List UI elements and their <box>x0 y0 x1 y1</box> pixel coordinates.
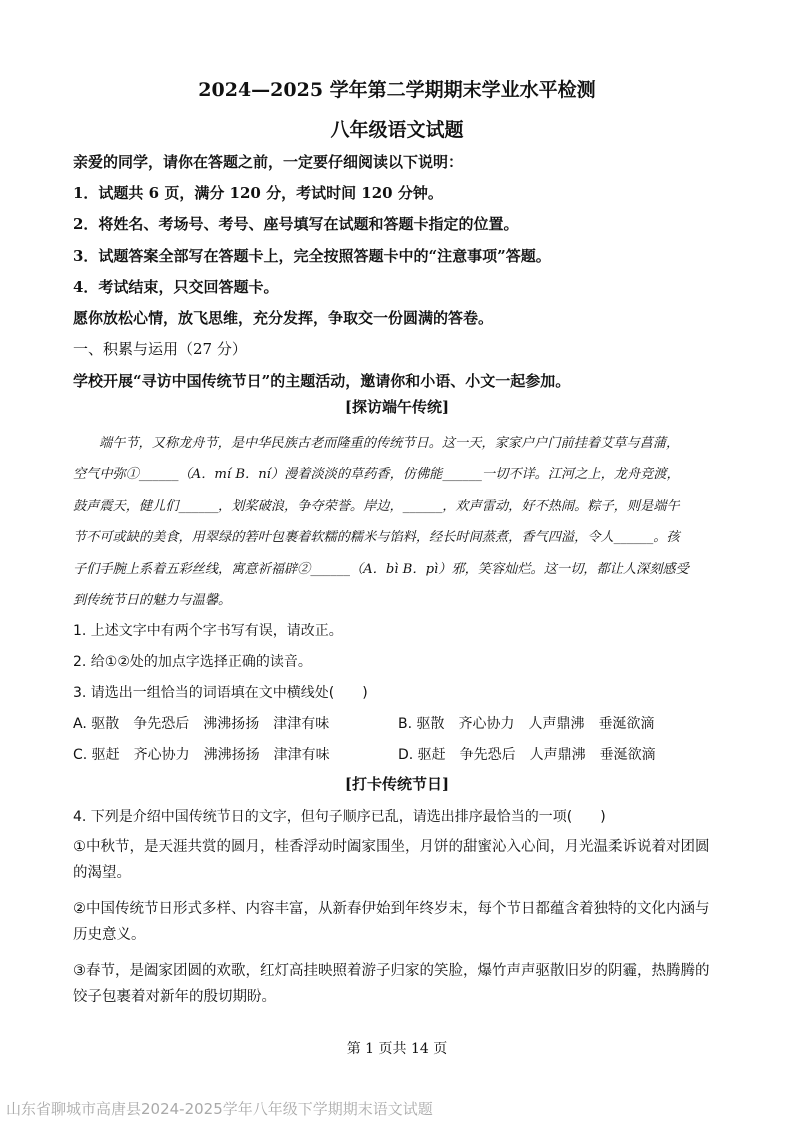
passage-line: 到传统节日的魅力与温馨。 <box>73 593 232 608</box>
source-watermark: 山东省聊城市高唐县2024-2025学年八年级下学期期末语文试题 <box>6 1100 433 1118</box>
question-4: 4. 下列是介绍中国传统节日的文字，但句子顺序已乱，请选出排序最恰当的一项( ) <box>73 809 606 825</box>
question-2: 2. 给①②处的加点字选择正确的读音。 <box>73 654 312 670</box>
instruction-item: 1．试题共 6 页，满分 120 分，考试时间 120 分钟。 <box>73 184 443 202</box>
option-a: A. 驱散 争先恐后 沸沸扬扬 津津有味 <box>73 716 330 732</box>
passage-line: 子们手腕上系着五彩丝线，寓意祈福辟②______（A．bì B．pì）邪，笑容灿烂。这一切，都让人深刻感受 <box>73 562 689 577</box>
sentence-3: ③春节，是阖家团圆的欢歌，红灯高挂映照着游子归家的笑脸，爆竹声声驱散旧岁的阴霾，热腾腾的饺子包裹着对新年的殷切期盼。 <box>73 963 710 1005</box>
instruction-item: 4．考试结束，只交回答题卡。 <box>73 278 279 296</box>
instructions-wish: 愿你放松心情，放飞思维，充分发挥，争取交一份圆满的答卷。 <box>73 309 494 327</box>
page-number: 第 1 页共 14 页 <box>346 1041 448 1057</box>
exam-title: 2024—2025 学年第二学期期末学业水平检测 <box>198 79 596 101</box>
instructions-intro: 亲爱的同学，请你在答题之前，一定要仔细阅读以下说明： <box>73 153 464 171</box>
option-b: B. 驱散 齐心协力 人声鼎沸 垂涎欲滴 <box>398 716 655 732</box>
passage-line: 空气中弥①______（A．mí B．ní）漫着淡淡的草药香，仿佛能______一切不详。江河之上，龙舟竞渡， <box>73 467 680 482</box>
exam-subtitle: 八年级语文试题 <box>330 119 464 141</box>
passage-line: 节不可或缺的美食，用翠绿的箬叶包裹着软糯的糯米与馅料，经长时间蒸煮，香气四溢，令人______。孩 <box>73 530 680 545</box>
option-d: D. 驱赶 争先恐后 人声鼎沸 垂涎欲滴 <box>398 747 656 763</box>
passage-line: 鼓声震天，健儿们______，划桨破浪，争夺荣誉。岸边，______，欢声雷动，好不热闹。粽子，则是端午 <box>73 499 680 514</box>
question-3: 3. 请选出一组恰当的词语填在文中横线处( ) <box>73 685 368 701</box>
sentence-1: ①中秋节，是天涯共赏的圆月，桂香浮动时阖家围坐，月饼的甜蜜沁入心间，月光温柔诉说着对团圆的渴望。 <box>73 839 710 881</box>
question-1: 1. 上述文字中有两个字书写有误，请改正。 <box>73 623 343 639</box>
activity-intro: 学校开展“寻访中国传统节日”的主题活动，邀请你和小语、小文一起参加。 <box>73 372 571 390</box>
part-heading: 一、积累与运用（27 分） <box>73 340 247 358</box>
instruction-item: 2．将姓名、考场号、考号、座号填写在试题和答题卡指定的位置。 <box>73 215 519 233</box>
option-c: C. 驱赶 齐心协力 沸沸扬扬 津津有味 <box>73 747 330 763</box>
instruction-item: 3．试题答案全部写在答题卡上，完全按照答题卡中的“注意事项”答题。 <box>73 247 551 265</box>
section-heading: [打卡传统节日] <box>344 775 450 793</box>
passage-line: 端午节，又称龙舟节，是中华民族古老而隆重的传统节日。这一天，家家户户门前挂着艾草与菖蒲， <box>99 436 680 451</box>
sentence-2: ②中国传统节日形式多样、内容丰富，从新春伊始到年终岁末，每个节日都蕴含着独特的文化内涵与历史意义。 <box>73 901 710 943</box>
section-heading: [探访端午传统] <box>344 398 450 416</box>
